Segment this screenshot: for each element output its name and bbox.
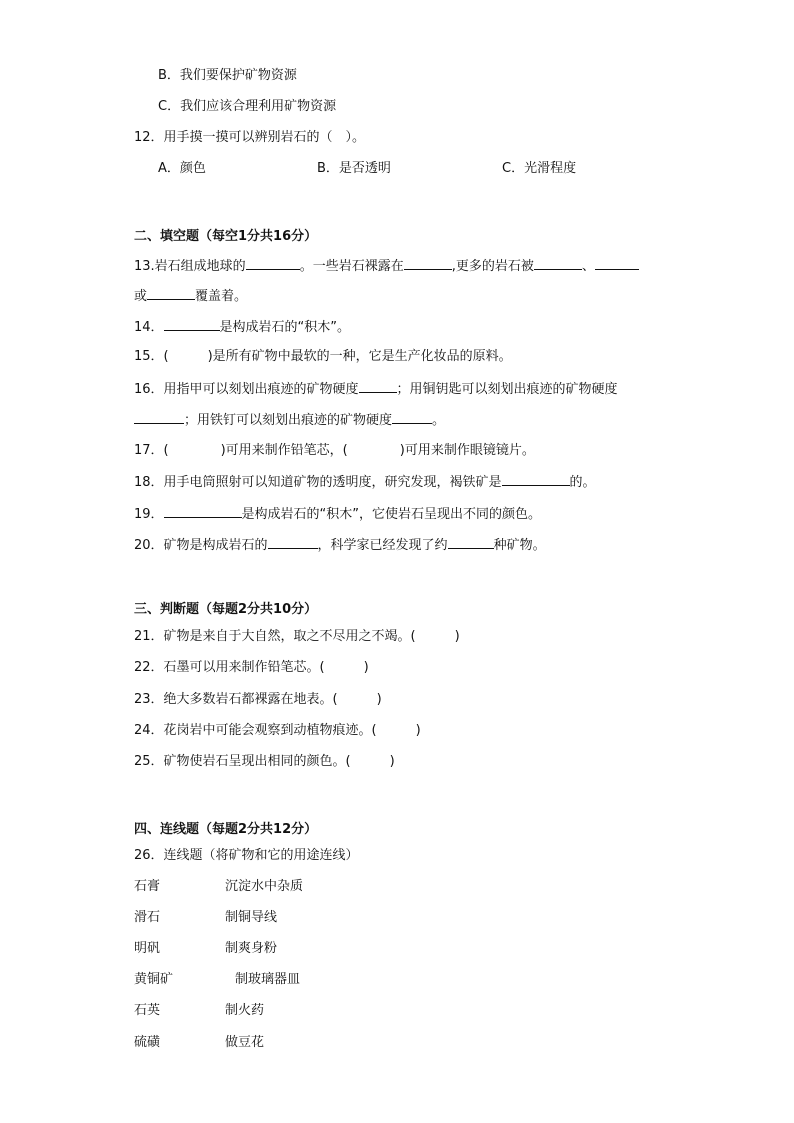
q22: 22．石墨可以用来制作铅笔芯。( ) — [134, 660, 369, 675]
q17: 17．( )可用来制作铅笔芯，( )可用来制作眼镜镜片。 — [134, 443, 535, 458]
q26-stem: 26．连线题（将矿物和它的用途连线） — [134, 848, 359, 863]
q13-blank-2[interactable] — [404, 256, 452, 270]
q16-text-c: ；用铁钉可以刻划出痕迹的矿物硬度 — [184, 413, 393, 428]
q16-line2 — [134, 410, 445, 430]
section2-title: 二、填空题（每空1分共16分） — [134, 229, 318, 244]
section4-title: 四、连线题（每题2分共12分） — [134, 822, 318, 837]
q25: 25．矿物使岩石呈现出相同的颜色。( ) — [134, 754, 395, 769]
q12-stem: 12．用手摸一摸可以辨别岩石的（ ）。 — [134, 130, 366, 145]
match-left-4: 黄铜矿 — [134, 972, 174, 987]
q13-text-b: 。一些岩石裸露在 — [299, 259, 404, 274]
q12-option-a: A．颜色 — [158, 161, 206, 176]
q20 — [134, 535, 546, 555]
q13-blank-5[interactable] — [147, 286, 195, 300]
match-right-5: 制火药 — [225, 1003, 265, 1018]
q12-option-c: C．光滑程度 — [502, 161, 577, 176]
q19-blank[interactable] — [164, 504, 242, 518]
q18-text-b: 的。 — [569, 475, 596, 490]
match-right-2: 制铜导线 — [225, 910, 278, 925]
q16-blank-3[interactable] — [392, 410, 432, 424]
match-right-4: 制玻璃器皿 — [235, 972, 301, 987]
match-left-1: 石膏 — [134, 879, 161, 894]
q13-text-c: ,更多的岩石被 — [451, 259, 534, 274]
q20-blank-1[interactable] — [268, 535, 318, 549]
q13-text-a: 13.岩石组成地球的 — [134, 259, 246, 274]
section3-title: 三、判断题（每题2分共10分） — [134, 602, 318, 617]
q20-text-c: 种矿物。 — [493, 538, 546, 553]
q13-blank-4[interactable] — [595, 256, 639, 270]
match-right-1: 沉淀水中杂质 — [225, 879, 304, 894]
q20-text-a: 20．矿物是构成岩石的 — [134, 538, 268, 553]
q11-option-c: C．我们应该合理利用矿物资源 — [158, 99, 337, 114]
q13-text-e: 或 — [134, 289, 148, 304]
q16-text-d: 。 — [432, 413, 446, 428]
q13-blank-3[interactable] — [534, 256, 582, 270]
q16-blank-2[interactable] — [134, 410, 184, 424]
q13-line2 — [134, 286, 247, 306]
q13-text-d: 、 — [581, 259, 595, 274]
match-right-3: 制爽身粉 — [225, 941, 278, 956]
q13-text-f: 覆盖着。 — [195, 289, 248, 304]
match-left-6: 硫磺 — [134, 1035, 161, 1050]
match-left-3: 明矾 — [134, 941, 161, 956]
q15: 15．( )是所有矿物中最软的一种，它是生产化妆品的原料。 — [134, 349, 512, 364]
q13-line1 — [134, 256, 639, 276]
q18-text-a: 18．用手电筒照射可以知道矿物的透明度，研究发现，褐铁矿是 — [134, 475, 502, 490]
q14-blank[interactable] — [164, 317, 220, 331]
q23: 23．绝大多数岩石都裸露在地表。( ) — [134, 692, 382, 707]
q14 — [134, 317, 350, 337]
match-right-6: 做豆花 — [225, 1035, 265, 1050]
q12-option-b: B．是否透明 — [317, 161, 391, 176]
q16-line1 — [134, 379, 618, 399]
match-left-5: 石英 — [134, 1003, 161, 1018]
q20-blank-2[interactable] — [448, 535, 494, 549]
q20-text-b: ，科学家已经发现了约 — [317, 538, 448, 553]
q24: 24．花岗岩中可能会观察到动植物痕迹。( ) — [134, 723, 421, 738]
q18-blank[interactable] — [502, 472, 570, 486]
q16-blank-1[interactable] — [359, 379, 397, 393]
q19 — [134, 504, 541, 524]
q13-blank-1[interactable] — [246, 256, 300, 270]
q16-text-a: 16．用指甲可以刻划出痕迹的矿物硬度 — [134, 382, 359, 397]
q19-text: 是构成岩石的“积木”，它使岩石呈现出不同的颜色。 — [241, 507, 542, 522]
q19-number: 19． — [134, 507, 164, 522]
q11-option-b: B．我们要保护矿物资源 — [158, 68, 297, 83]
match-left-2: 滑石 — [134, 910, 161, 925]
q21: 21．矿物是来自于大自然，取之不尽用之不竭。( ) — [134, 629, 460, 644]
q16-text-b: ；用铜钥匙可以刻划出痕迹的矿物硬度 — [396, 382, 618, 397]
q18 — [134, 472, 596, 492]
q14-text: 是构成岩石的“积木”。 — [219, 320, 351, 335]
q14-number: 14． — [134, 320, 164, 335]
